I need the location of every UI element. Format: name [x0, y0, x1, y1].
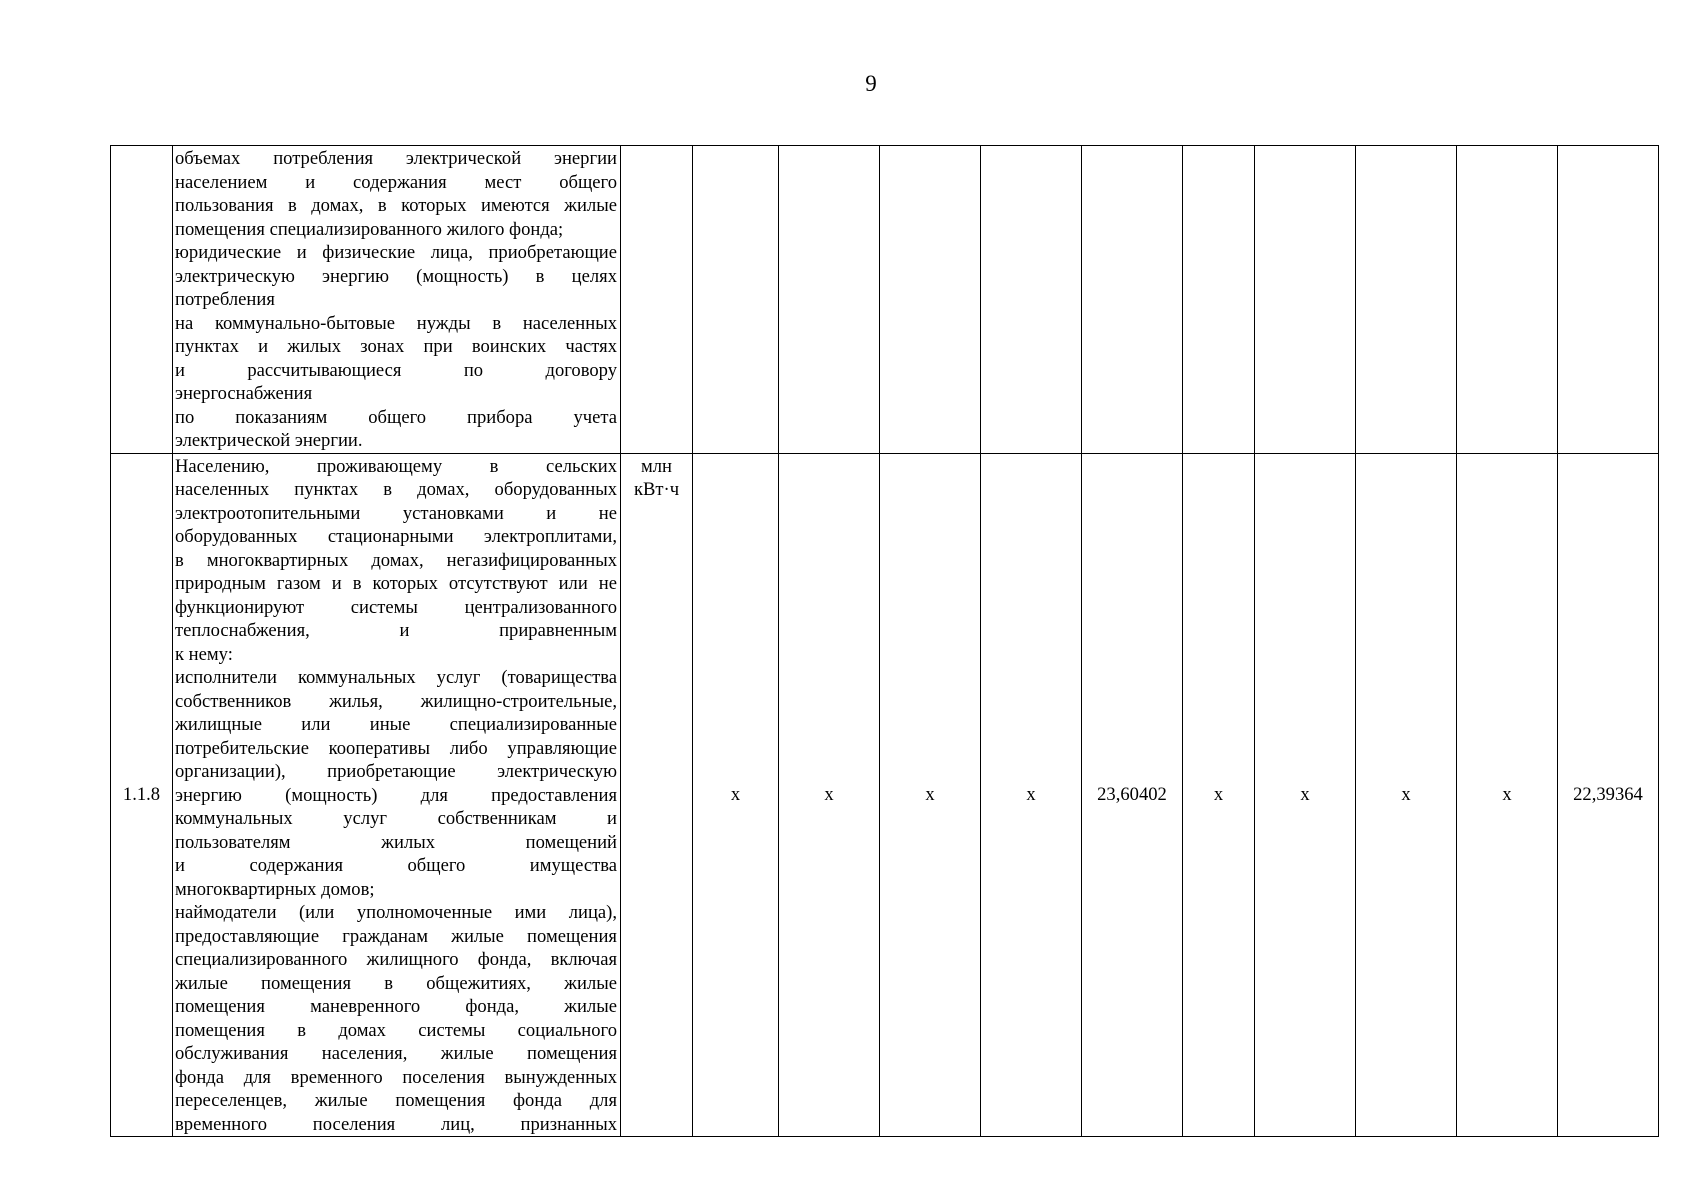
value-cell: х — [1457, 453, 1558, 1137]
description-line: населенных пунктах в домах, оборудованных — [175, 479, 617, 500]
row-number-cell — [111, 146, 173, 454]
row-description-cell — [173, 453, 621, 1137]
row-description-cell — [173, 146, 621, 454]
description-line: объемах потребления электрической энергии — [175, 148, 617, 169]
table-row — [111, 453, 1659, 1137]
value-cell: х — [693, 453, 779, 1137]
value-cell — [779, 146, 880, 454]
description-line: пользователям жилых помещений — [175, 831, 617, 853]
value-cell: х — [779, 453, 880, 1137]
value-cell — [981, 146, 1082, 454]
description-line: жилищные или иные специализированные — [175, 714, 617, 735]
description-line: предоставляющие гражданам жилые помещения — [175, 925, 617, 947]
value-cell — [1356, 146, 1457, 454]
value-cell: 22,39364 — [1558, 453, 1659, 1137]
unit-line: млн — [641, 455, 672, 477]
description-line: Населению, проживающему в сельских — [175, 455, 617, 477]
description-line: теплоснабжения, и приравненным — [175, 620, 617, 641]
description-line: юридические и физические лица, приобретающие — [175, 242, 617, 263]
description-line: наймодатели (или уполномоченные ими лица), — [175, 902, 617, 923]
page-number: 9 — [865, 71, 877, 96]
value-cell — [1183, 146, 1255, 454]
description-line: жилые помещения в общежитиях, жилые — [175, 972, 617, 994]
description-line: энергию (мощность) для предоставления — [175, 784, 617, 806]
description-line: собственников жилья, жилищно-строительные, — [175, 690, 617, 712]
description-line: потребления — [175, 289, 275, 310]
unit-cell — [621, 453, 693, 1137]
description-line: и рассчитывающиеся по договору — [175, 359, 617, 381]
description-line: помещения маневренного фонда, жилые — [175, 996, 617, 1017]
description-line: электрической энергии. — [175, 430, 363, 451]
description-line: переселенцев, жилые помещения фонда для — [175, 1090, 617, 1111]
description-line: потребительские кооперативы либо управляющие — [175, 737, 617, 759]
description-line: многоквартирных домов; — [175, 878, 375, 900]
description-line: электроотопительными установками и не — [175, 502, 617, 524]
description-line: функционируют системы централизованного — [175, 596, 617, 618]
value-cell — [1082, 146, 1183, 454]
description-line: к нему: — [175, 643, 233, 665]
description-line: помещения в домах системы социального — [175, 1019, 617, 1041]
unit-line: кВт·ч — [633, 479, 680, 500]
value-cell — [693, 146, 779, 454]
description-line: пользования в домах, в которых имеются жилые — [175, 195, 617, 216]
value-cell — [1255, 146, 1356, 454]
description-line: коммунальных услуг собственникам и — [175, 808, 617, 829]
description-line: электрическую энергию (мощность) в целях — [175, 265, 617, 287]
description-line: и содержания общего имущества — [175, 855, 617, 876]
description-line: по показаниям общего прибора учета — [175, 406, 617, 428]
description-line: энергоснабжения — [175, 383, 313, 404]
value-cell — [1558, 146, 1659, 454]
description-line: в многоквартирных домах, негазифицированных — [175, 549, 617, 571]
row-number-cell: 1.1.8 — [111, 453, 173, 1137]
description-line: временного поселения лиц, признанных — [175, 1113, 617, 1135]
description-line: на коммунально-бытовые нужды в населенных — [175, 312, 617, 334]
value-cell: х — [1183, 453, 1255, 1137]
unit-cell — [621, 146, 693, 454]
value-cell: х — [981, 453, 1082, 1137]
description-line: природным газом и в которых отсутствуют или не — [175, 573, 617, 594]
description-line: пунктах и жилых зонах при воинских частях — [175, 336, 617, 357]
value-cell: х — [1356, 453, 1457, 1137]
value-cell — [880, 146, 981, 454]
tariff-table — [110, 145, 1659, 1137]
description-line: специализированного жилищного фонда, включая — [175, 949, 617, 970]
value-cell: х — [1255, 453, 1356, 1137]
value-cell: 23,60402 — [1082, 453, 1183, 1137]
description-line: помещения специализированного жилого фонда; — [175, 218, 564, 240]
table-row — [111, 146, 1659, 454]
description-line: фонда для временного поселения вынужденных — [175, 1066, 617, 1088]
description-line: исполнители коммунальных услуг (товарищества — [175, 667, 617, 688]
value-cell — [1457, 146, 1558, 454]
value-cell: х — [880, 453, 981, 1137]
description-line: населением и содержания мест общего — [175, 171, 617, 193]
description-line: оборудованных стационарными электроплитами, — [175, 526, 617, 547]
description-line: организации), приобретающие электрическую — [175, 761, 617, 782]
description-line: обслуживания населения, жилые помещения — [175, 1043, 617, 1064]
